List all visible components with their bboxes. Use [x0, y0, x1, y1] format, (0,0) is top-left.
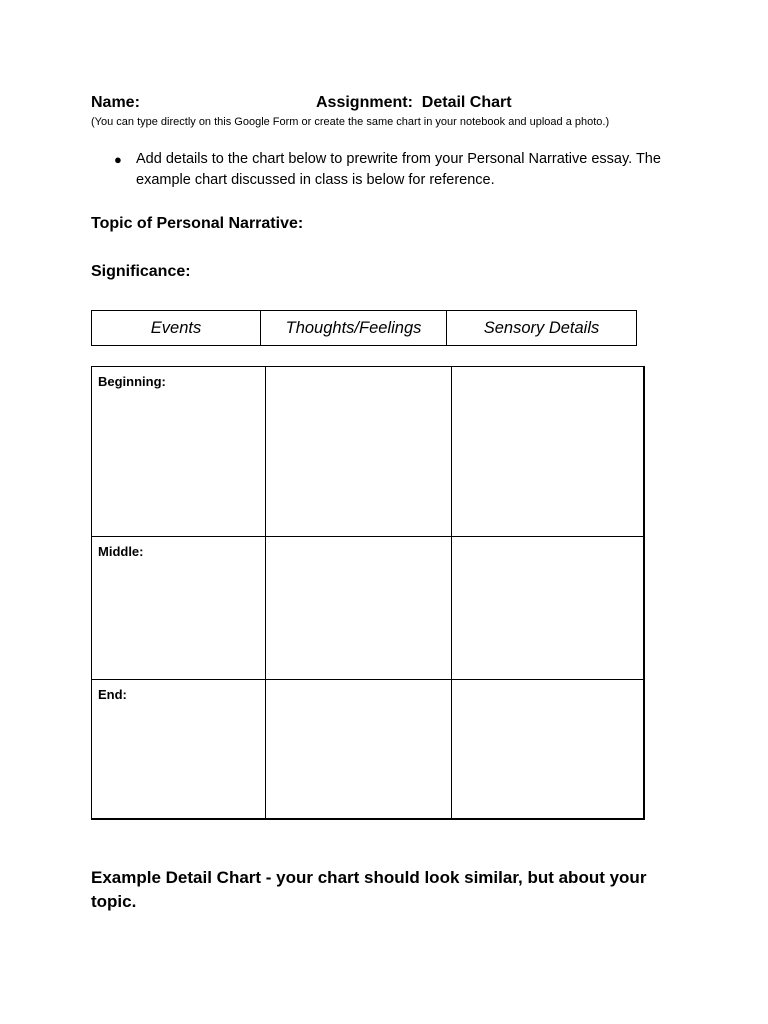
instruction-bullet [112, 149, 672, 191]
table-row [92, 367, 644, 537]
row-label-end: End: [92, 680, 266, 820]
instructions-note: (You can type directly on this Google Form or create the same chart in your notebook and upload a photo.) [91, 116, 610, 128]
row-label-middle: Middle: [92, 537, 266, 680]
table-row [92, 680, 644, 820]
cell-middle-sensory[interactable] [452, 537, 644, 680]
instructions-list [112, 149, 672, 191]
name-label: Name: [91, 94, 140, 111]
cell-end-sensory[interactable] [452, 680, 644, 820]
chart-header-table [91, 310, 637, 346]
topic-heading: Topic of Personal Narrative: [91, 215, 304, 232]
example-chart-heading: Example Detail Chart - your chart should look similar, but about your topic. [91, 868, 647, 911]
bullet-icon: ● [114, 152, 122, 167]
cell-beginning-thoughts[interactable] [266, 367, 452, 537]
table-row [92, 537, 644, 680]
cell-end-thoughts[interactable] [266, 680, 452, 820]
column-header-thoughts-feelings: Thoughts/Feelings [261, 311, 447, 346]
assignment-title: Assignment: Detail Chart [316, 94, 512, 111]
cell-beginning-sensory[interactable] [452, 367, 644, 537]
column-header-sensory-details: Sensory Details [447, 311, 637, 346]
significance-heading: Significance: [91, 263, 191, 280]
cell-middle-thoughts[interactable] [266, 537, 452, 680]
column-header-events: Events [92, 311, 261, 346]
row-label-beginning: Beginning: [92, 367, 266, 537]
instruction-text: Add details to the chart below to prewrite from your Personal Narrative essay. The example chart discussed in class is below for reference. [136, 151, 661, 188]
detail-chart-table [91, 366, 645, 820]
